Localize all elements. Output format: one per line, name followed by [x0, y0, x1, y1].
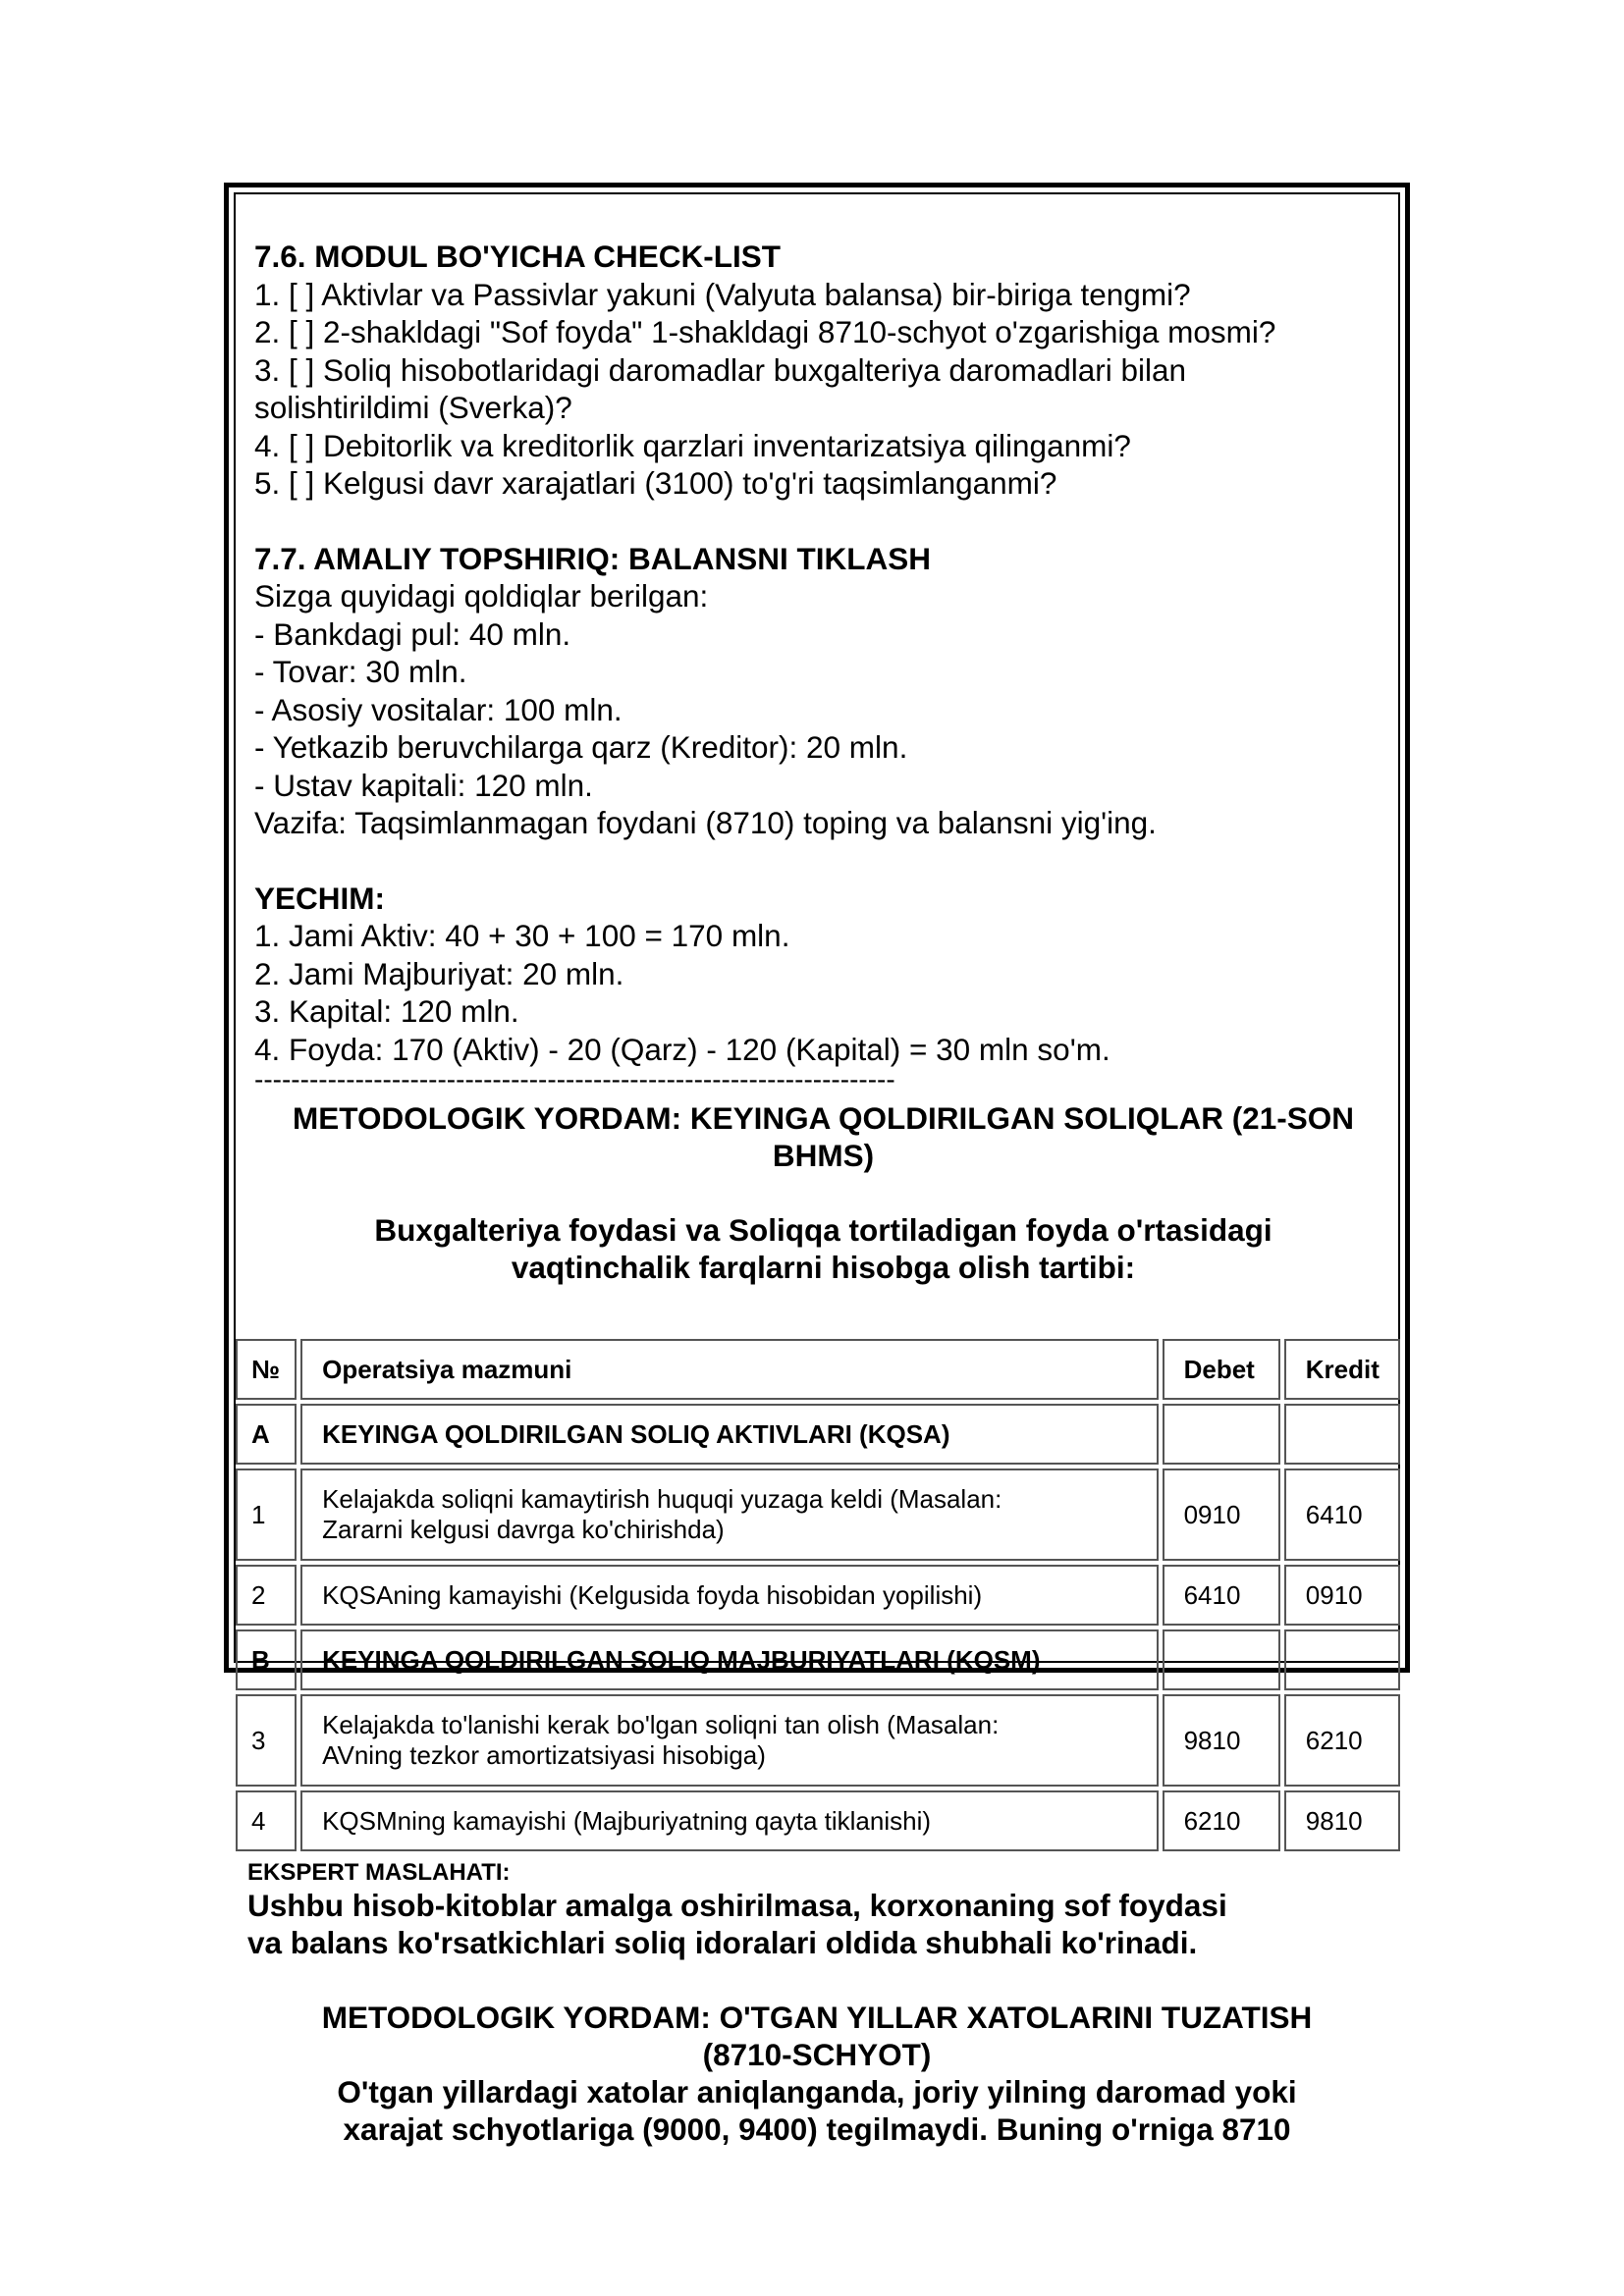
- checklist-item-3: 3. [ ] Soliq hisobotlaridagi daromadlar buxgalteriya daromadlari bilan: [254, 351, 1187, 388]
- row-debit: [1163, 1629, 1280, 1690]
- row-debit: 0910: [1163, 1468, 1280, 1561]
- expert-text-line: Ushbu hisob-kitoblar amalga oshirilmasa, korxonaning sof foydasi: [247, 1888, 1227, 1923]
- row-credit: 0910: [1284, 1565, 1400, 1626]
- row-credit: [1284, 1629, 1400, 1690]
- method2-text-line: O'tgan yillardagi xatolar aniqlanganda, joriy yilning daromad yoki: [337, 2074, 1297, 2109]
- solution-title: YECHIM:: [254, 880, 385, 916]
- checklist-title: 7.6. MODUL BO'YICHA CHECK-LIST: [254, 239, 782, 274]
- table-row-group-b: [236, 1629, 1400, 1690]
- method2-text-line: xarajat schyotlariga (9000, 9400) tegilmaydi. Buning o'rniga 8710: [343, 2111, 1291, 2147]
- table-header-row: [236, 1339, 1400, 1400]
- row-debit: 6410: [1163, 1565, 1280, 1626]
- method1-subtitle: Buxgalteriya foydasi va Soliqqa tortiladigan foyda o'rtasidagi vaqtinchalik farqlarni hisobga olish tartibi:: [374, 1212, 1272, 1285]
- row-debit: 9810: [1163, 1694, 1280, 1787]
- table-row: [236, 1790, 1400, 1851]
- header-content: Operatsiya mazmuni: [300, 1339, 1158, 1400]
- checklist-item-2: 2. [ ] 2-shakldagi "Sof foyda" 1-shakldagi 8710-schyot o'zgarishiga mosmi?: [254, 314, 1276, 349]
- solution-line: 4. Foyda: 170 (Aktiv) - 20 (Qarz) - 120 (Kapital) = 30 mln so'm.: [254, 1031, 1110, 1067]
- row-content: KQSAning kamayishi (Kelgusida foyda hisobidan yopilishi): [300, 1565, 1158, 1626]
- row-content: [300, 1694, 1158, 1787]
- header-num: №: [236, 1339, 297, 1400]
- table-row-group-a: [236, 1404, 1400, 1465]
- row-num: A: [236, 1404, 297, 1465]
- row-content: KEYINGA QOLDIRILGAN SOLIQ AKTIVLARI (KQSA): [300, 1404, 1158, 1465]
- document-body: [254, 238, 1392, 1286]
- row-num: 3: [236, 1694, 297, 1787]
- method1-title: METODOLOGIK YORDAM: KEYINGA QOLDIRILGAN SOLIQLAR (21-SON BHMS): [293, 1100, 1354, 1173]
- task-line: - Bankdagi pul: 40 mln.: [254, 615, 571, 652]
- checklist-item-1: 1. [ ] Aktivlar va Passivlar yakuni (Valyuta balansa) bir-biriga tengmi?: [254, 276, 1191, 312]
- table-row: [236, 1468, 1400, 1561]
- table-row: [236, 1694, 1400, 1787]
- row-num: 1: [236, 1468, 297, 1561]
- row-credit: [1284, 1404, 1400, 1465]
- task-intro: Sizga quyidagi qoldiqlar berilgan:: [254, 578, 709, 614]
- row-credit: 6410: [1284, 1468, 1400, 1561]
- row-content: [300, 1468, 1158, 1561]
- table-row: [236, 1565, 1400, 1626]
- row-num: 4: [236, 1790, 297, 1851]
- solution-line: 3. Kapital: 120 mln.: [254, 993, 519, 1029]
- row-debit: 6210: [1163, 1790, 1280, 1851]
- checklist-item-5: 5. [ ] Kelgusi davr xarajatlari (3100) to'g'ri taqsimlanganmi?: [254, 465, 1057, 501]
- row-content-line: AVning tezkor amortizatsiyasi hisobiga): [322, 1740, 766, 1770]
- row-credit: 6210: [1284, 1694, 1400, 1787]
- deferred-tax-table: [232, 1335, 1404, 1855]
- row-num: 2: [236, 1565, 297, 1626]
- row-content: KQSMning kamayishi (Majburiyatning qayta tiklanishi): [300, 1790, 1158, 1851]
- header-credit: Kredit: [1284, 1339, 1400, 1400]
- after-table-section: [247, 1859, 1386, 2148]
- task-line: - Ustav kapitali: 120 mln.: [254, 767, 593, 803]
- method2-title-cont: (8710-SCHYOT): [702, 2037, 932, 2072]
- task-assignment: Vazifa: Taqsimlanmagan foydani (8710) toping va balansni yig'ing.: [254, 805, 1157, 840]
- task-line: - Yetkazib beruvchilarga qarz (Kreditor): 20 mln.: [254, 729, 908, 765]
- row-credit: 9810: [1284, 1790, 1400, 1851]
- checklist-item-4: 4. [ ] Debitorlik va kreditorlik qarzlari inventarizatsiya qilinganmi?: [254, 427, 1131, 463]
- task-line: - Asosiy vositalar: 100 mln.: [254, 691, 623, 727]
- header-debit: Debet: [1163, 1339, 1280, 1400]
- expert-label: EKSPERT MASLAHATI:: [247, 1859, 511, 1886]
- solution-line: 1. Jami Aktiv: 40 + 30 + 100 = 170 mln.: [254, 918, 790, 953]
- task-title: 7.7. AMALIY TOPSHIRIQ: BALANSNI TIKLASH: [254, 540, 931, 576]
- method2-title: METODOLOGIK YORDAM: O'TGAN YILLAR XATOLARINI TUZATISH: [321, 2000, 1313, 2035]
- section-divider: ----------------------------------------------------------------------: [254, 1068, 895, 1092]
- row-debit: [1163, 1404, 1280, 1465]
- row-content: KEYINGA QOLDIRILGAN SOLIQ MAJBURIYATLARI (KQSM): [300, 1629, 1158, 1690]
- expert-text-line: va balans ko'rsatkichlari soliq idoralari oldida shubhali ko'rinadi.: [247, 1925, 1198, 1960]
- row-num: B: [236, 1629, 297, 1690]
- row-content-line: Kelajakda soliqni kamaytirish huquqi yuzaga keldi (Masalan:: [322, 1484, 1002, 1514]
- checklist-item-3-cont: solishtirildimi (Sverka)?: [254, 390, 572, 425]
- task-line: - Tovar: 30 mln.: [254, 654, 467, 689]
- solution-line: 2. Jami Majburiyat: 20 mln.: [254, 955, 624, 991]
- row-content-line: Zararni kelgusi davrga ko'chirishda): [322, 1515, 725, 1544]
- row-content-line: Kelajakda to'lanishi kerak bo'lgan soliqni tan olish (Masalan:: [322, 1710, 1000, 1739]
